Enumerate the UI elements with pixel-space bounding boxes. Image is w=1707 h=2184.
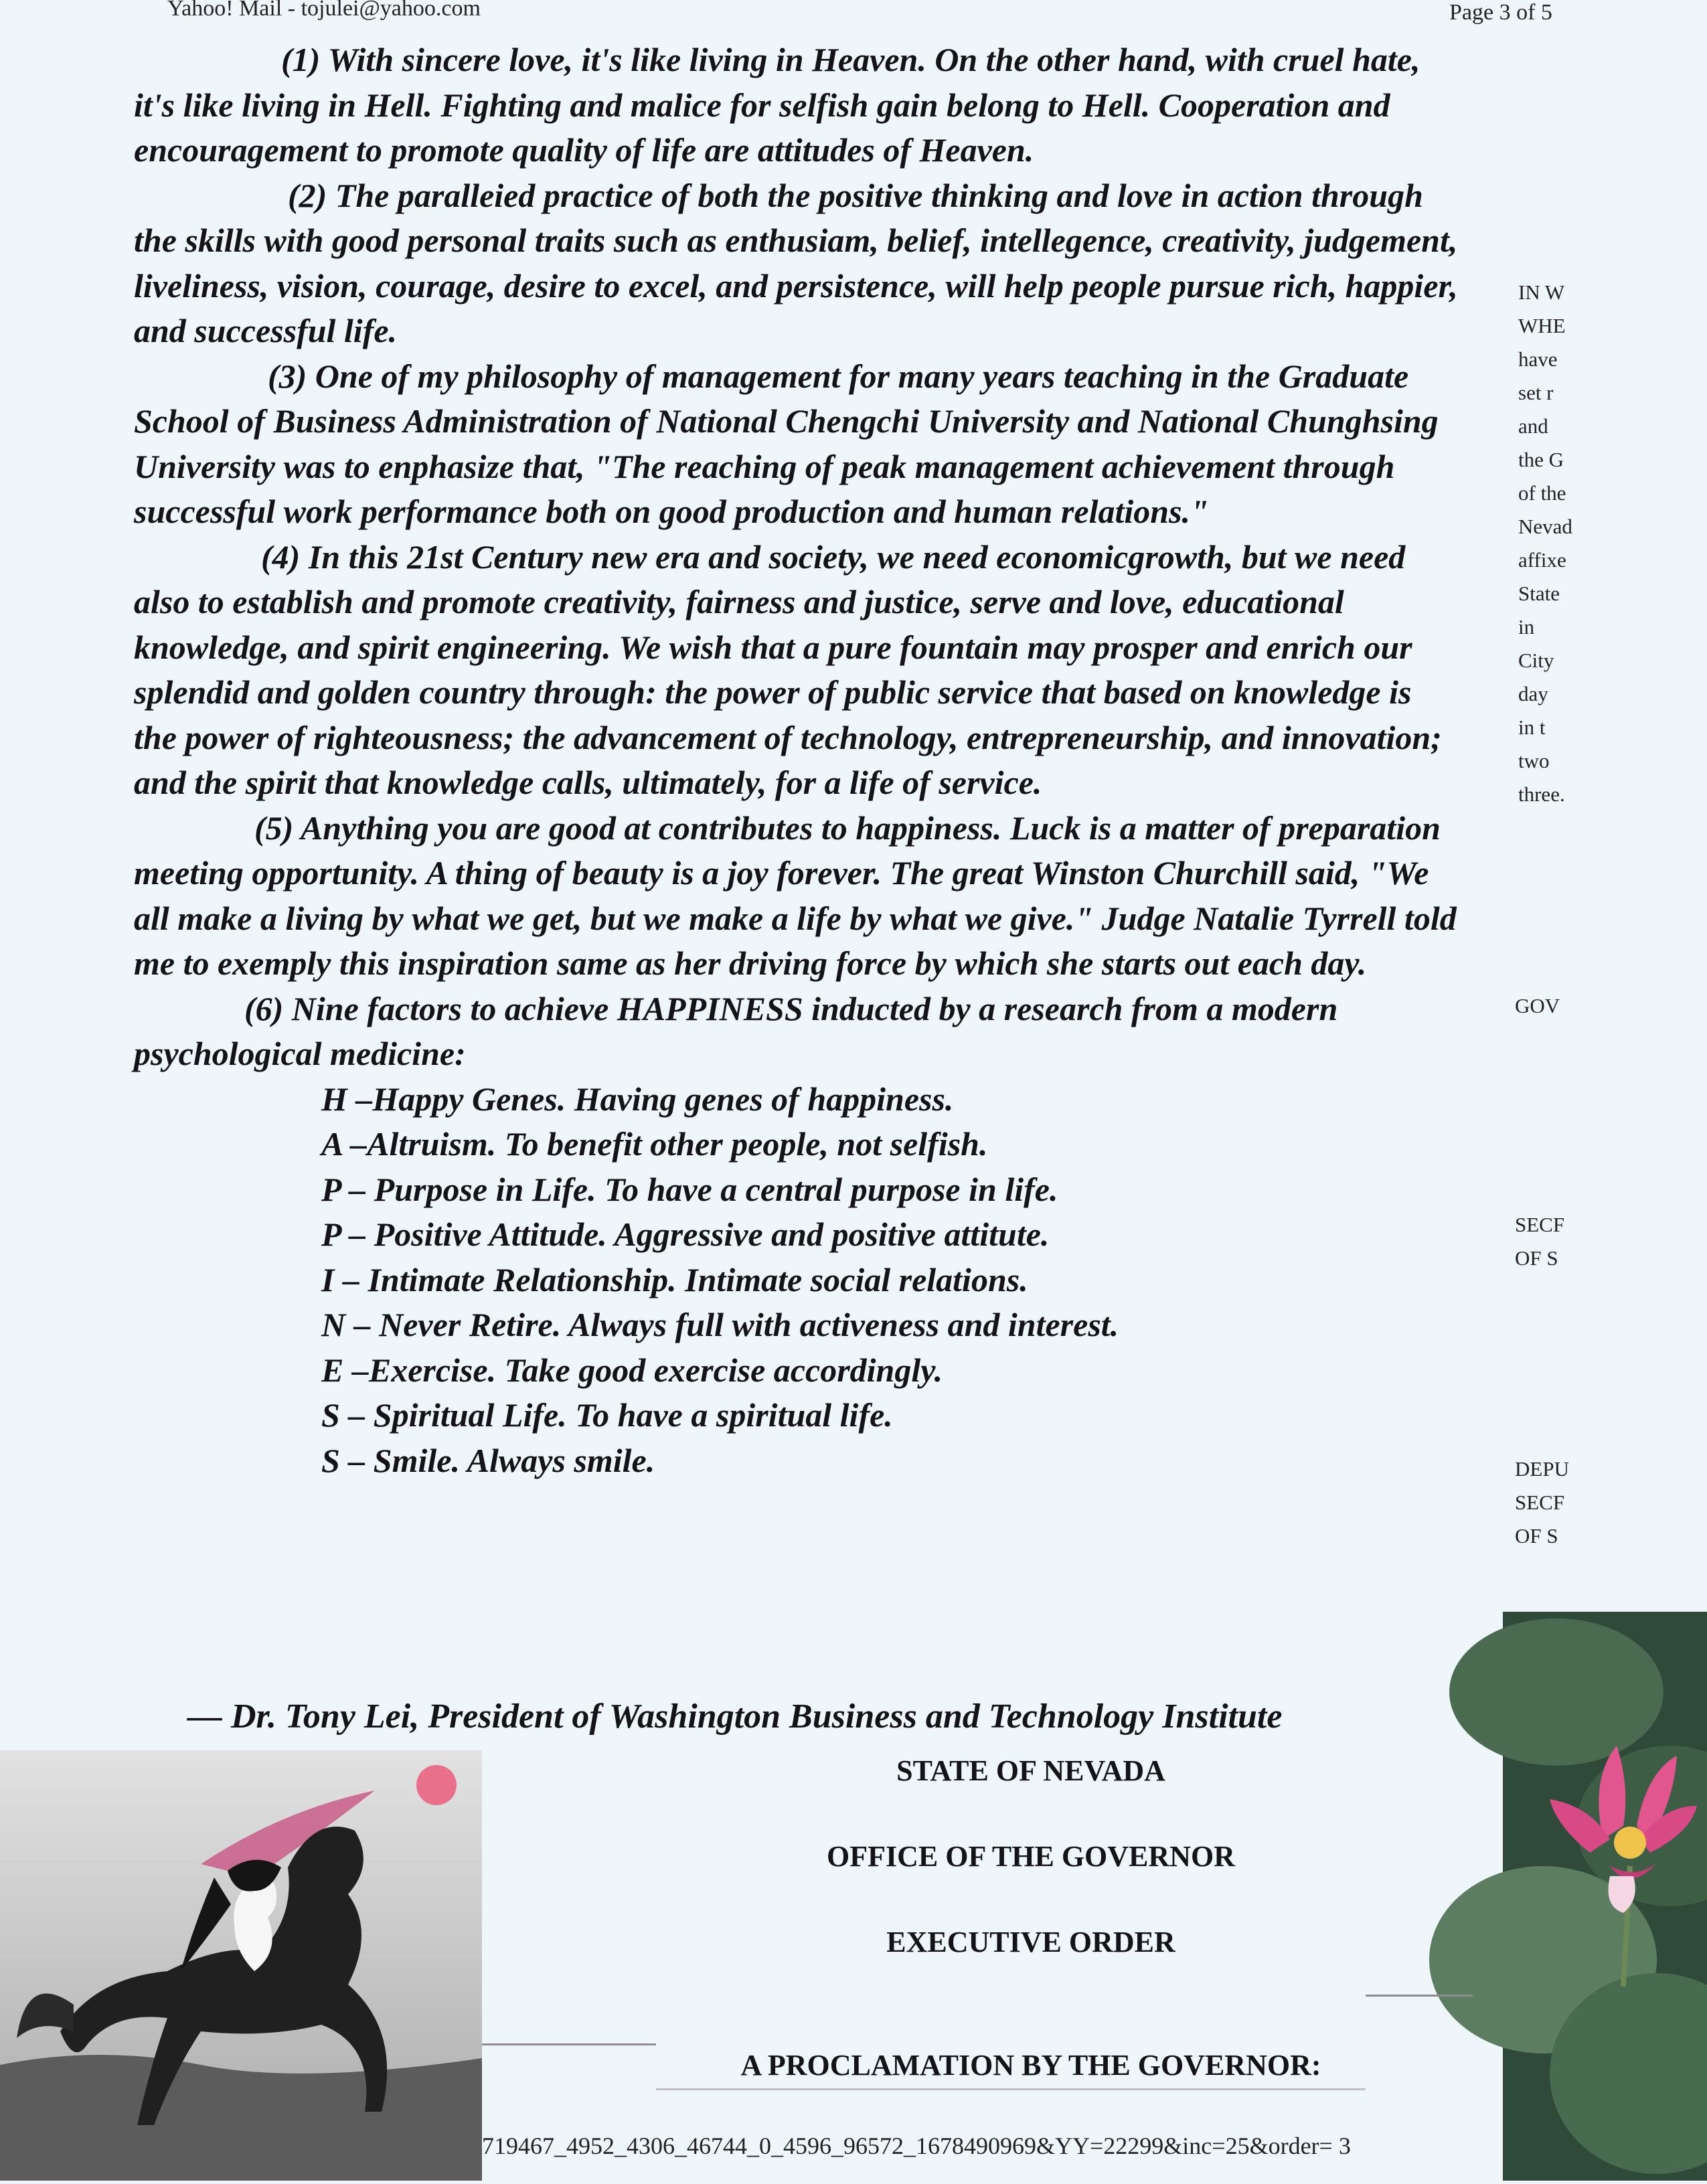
side-line: day xyxy=(1518,682,1548,705)
side-line: SECF xyxy=(1515,1491,1565,1514)
side-secretary-label xyxy=(1515,1208,1565,1275)
paragraph-2: (2) The paralleied practice of both the positive thinking and love in action through the skills with good personal traits such as enthusiam, belief, intellegence, creativity, judgement, liveliness, vision, courage, desire to excel, and persistence, will help people pursue rich, happier, and successful life. xyxy=(134,176,1458,349)
factor-item: S – Spiritual Life. To have a spiritual life. xyxy=(321,1396,893,1434)
proclamation-heading: A PROCLAMATION BY THE GOVERNOR: xyxy=(740,2049,1321,2082)
state-heading: STATE OF NEVADA xyxy=(896,1754,1165,1787)
factor-item: P – Purpose in Life. To have a central purpose in life. xyxy=(321,1170,1058,1208)
browser-header-title: Yahoo! Mail - tojulei@yahoo.com xyxy=(167,0,481,21)
factor-item: P – Positive Attitude. Aggressive and positive attitute. xyxy=(321,1215,1050,1253)
horse-rider-image xyxy=(0,1750,482,2181)
factor-item: E –Exercise. Take good exercise accordingly. xyxy=(321,1351,943,1389)
side-column-text xyxy=(1518,276,1572,811)
side-line: State xyxy=(1518,582,1560,605)
side-line: affixe xyxy=(1518,548,1566,572)
lotus-flower-icon xyxy=(1503,1612,1707,2181)
factor-item: I – Intimate Relationship. Intimate social relations. xyxy=(321,1260,1028,1298)
side-line: DEPU xyxy=(1515,1457,1569,1481)
side-line: in xyxy=(1518,615,1535,639)
side-line: set r xyxy=(1518,381,1554,404)
side-line: have xyxy=(1518,347,1558,371)
document-body xyxy=(134,37,1459,1483)
side-line: City xyxy=(1518,649,1554,672)
side-line: OF S xyxy=(1515,1246,1558,1270)
page-number: Page 3 of 5 xyxy=(1449,0,1552,25)
factor-item: N – Never Retire. Always full with activeness and interest. xyxy=(321,1306,1119,1343)
side-line: the G xyxy=(1518,448,1564,471)
side-line: SECF xyxy=(1515,1213,1565,1236)
order-heading: EXECUTIVE ORDER xyxy=(886,1926,1175,1958)
lotus-image xyxy=(1503,1612,1707,2181)
paragraph-4: (4) In this 21st Century new era and society, we need economicgrowth, but we need also to establish and promote creativity, fairness and justice, serve and love, educational knowledge, and spirit engineering. We wish that a pure fountain may prosper and enrich our splendid and golden country through: the power of public service that based on knowledge is the power of righteousness; the advancement of technology, entrepreneurship, and innovation; and the spirit that knowledge calls, ultimately, for a life of service. xyxy=(134,537,1442,801)
side-line: three. xyxy=(1518,782,1565,806)
paragraph-3: (3) One of my philosophy of management for many years teaching in the Graduate School of Business Administration of National Chengchi University and National Chunghsing University was to enphasize that, "The reaching of peak management achievement through successful work performance both on good production and human relations." xyxy=(134,357,1439,530)
factor-item: A –Altruism. To benefit other people, not selfish. xyxy=(321,1125,988,1163)
office-heading: OFFICE OF THE GOVERNOR xyxy=(827,1840,1235,1873)
side-gov-label xyxy=(1515,989,1562,1023)
footer-url: 719467_4952_4306_46744_0_4596_96572_1678490969&YY=22299&inc=25&order= 3 xyxy=(482,2132,1351,2159)
signature: — Dr. Tony Lei, President of Washington Business and Technology Institute xyxy=(187,1697,1283,1736)
side-line: of the xyxy=(1518,481,1566,505)
happiness-factors-list xyxy=(134,1077,1459,1484)
divider xyxy=(1366,1995,1473,1997)
horse-rider-icon xyxy=(0,1750,482,2181)
side-line: WHE xyxy=(1518,314,1566,337)
side-line: in t xyxy=(1518,716,1546,739)
side-line: GOV xyxy=(1515,994,1560,1017)
paragraph-1: (1) With sincere love, it's like living in Heaven. On the other hand, with cruel hate, it's like living in Hell. Fighting and malice for selfish gain belong to Hell. Cooperation and encouragement to promote quality of life are attitudes of Heaven. xyxy=(134,41,1420,169)
side-line: two xyxy=(1518,749,1550,772)
side-line: IN W xyxy=(1518,280,1565,304)
factor-item: H –Happy Genes. Having genes of happiness. xyxy=(321,1080,954,1118)
side-line: and xyxy=(1518,414,1548,438)
divider xyxy=(482,2043,656,2045)
paragraph-5: (5) Anything you are good at contributes to happiness. Luck is a matter of preparation meeting opportunity. A thing of beauty is a joy forever. The great Winston Churchill said, "We all make a living by what we get, but we make a life by what we give." Judge Natalie Tyrrell told me to exemply this inspiration same as her driving force by which she starts out each day. xyxy=(134,809,1457,982)
side-line: Nevad xyxy=(1518,515,1572,538)
paragraph-6: (6) Nine factors to achieve HAPPINESS inducted by a research from a modern psychological medicine: xyxy=(134,989,1338,1072)
divider xyxy=(656,2088,1366,2090)
factor-item: S – Smile. Always smile. xyxy=(321,1441,655,1479)
side-deputy-label xyxy=(1515,1452,1569,1553)
side-line: OF S xyxy=(1515,1524,1558,1547)
